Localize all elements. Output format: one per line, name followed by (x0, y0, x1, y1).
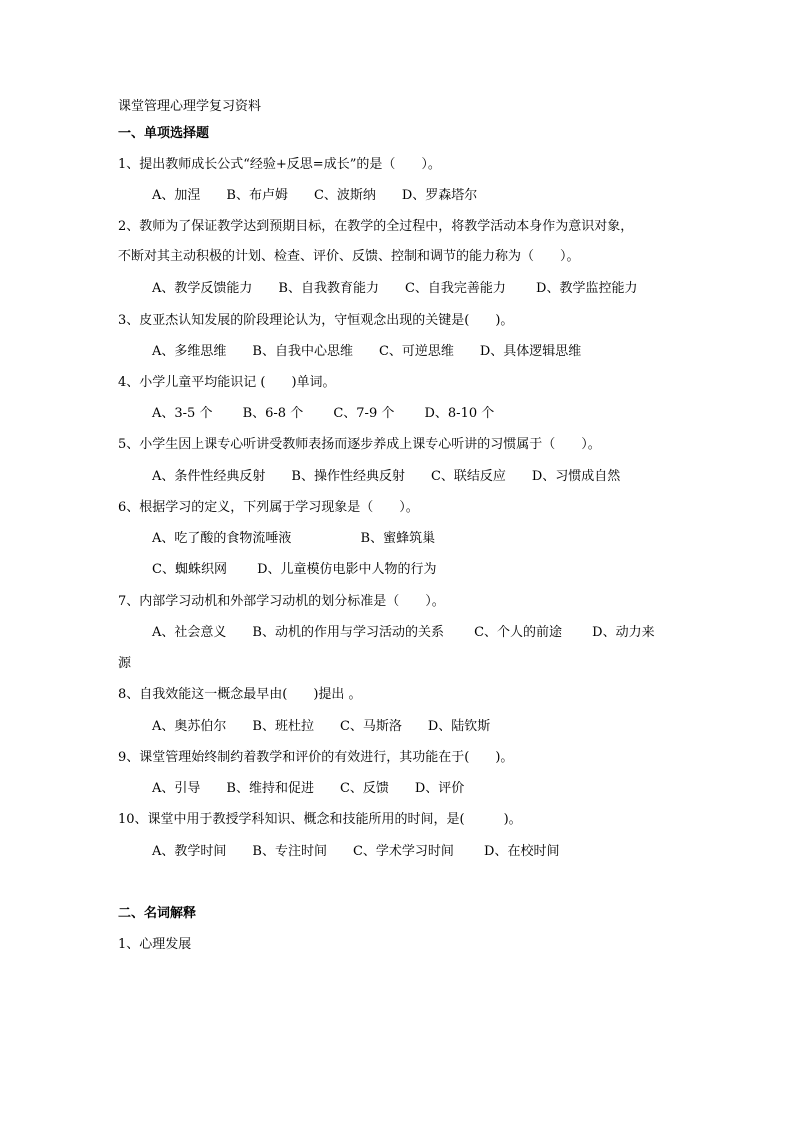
question-6: 6、根据学习的定义，下列属于学习现象是（ ）。 (118, 500, 419, 515)
question-9-options: A、引导 B、维持和促进 C、反馈 D、评价 (152, 781, 465, 796)
question-6-options-row-2: C、蜘蛛织网 D、儿童模仿电影中人物的行为 (152, 562, 437, 577)
question-5: 5、小学生因上课专心听讲受教师表扬而逐步养成上课专心听讲的习惯属于（ ）。 (118, 437, 601, 452)
question-7-options: A、社会意义 B、动机的作用与学习活动的关系 C、个人的前途 D、动力来 (152, 625, 655, 640)
question-2-options: A、教学反馈能力 B、自我教育能力 C、自我完善能力 D、教学监控能力 (152, 281, 638, 296)
question-7-options-continued: 源 (118, 656, 132, 671)
question-9: 9、课堂管理始终制约着教学和评价的有效进行，其功能在于( )。 (118, 750, 514, 765)
question-3-options: A、多维思维 B、自我中心思维 C、可逆思维 D、具体逻辑思维 (152, 344, 582, 359)
question-8: 8、自我效能这一概念最早由( )提出 。 (118, 687, 362, 702)
question-4-options: A、3-5 个 B、6-8 个 C、7-9 个 D、8-10 个 (152, 406, 495, 421)
question-7: 7、内部学习动机和外部学习动机的划分标准是（ ）。 (118, 594, 445, 609)
term-1: 1、心理发展 (118, 937, 192, 952)
doc-title: 课堂管理心理学复习资料 (118, 99, 262, 114)
question-10: 10、课堂中用于教授学科知识、概念和技能所用的时间，是( )。 (118, 812, 522, 827)
question-1: 1、提出教师成长公式“经验+反思=成长”的是（ ）。 (118, 157, 441, 172)
question-4: 4、小学儿童平均能识记 ( )单词。 (118, 375, 336, 390)
question-3: 3、皮亚杰认知发展的阶段理论认为，守恒观念出现的关键是( )。 (118, 313, 514, 328)
section-heading-term-explanation: 二、名词解释 (118, 906, 197, 921)
section-heading-single-choice: 一、单项选择题 (118, 126, 210, 141)
question-6-options-row-1: A、吃了酸的食物流唾液 B、蜜蜂筑巢 (152, 531, 436, 546)
question-5-options: A、条件性经典反射 B、操作性经典反射 C、联结反应 D、习惯成自然 (152, 469, 621, 484)
question-2-line-1: 2、教师为了保证教学达到预期目标，在教学的全过程中，将教学活动本身作为意识对象， (118, 219, 634, 234)
question-2-line-2: 不断对其主动积极的计划、检查、评价、反馈、控制和调节的能力称为（ ）。 (118, 249, 580, 264)
question-10-options: A、教学时间 B、专注时间 C、学术学习时间 D、在校时间 (152, 844, 560, 859)
question-8-options: A、奥苏伯尔 B、班杜拉 C、马斯洛 D、陆钦斯 (152, 719, 491, 734)
question-1-options: A、加涅 B、布卢姆 C、波斯纳 D、罗森塔尔 (152, 188, 478, 203)
